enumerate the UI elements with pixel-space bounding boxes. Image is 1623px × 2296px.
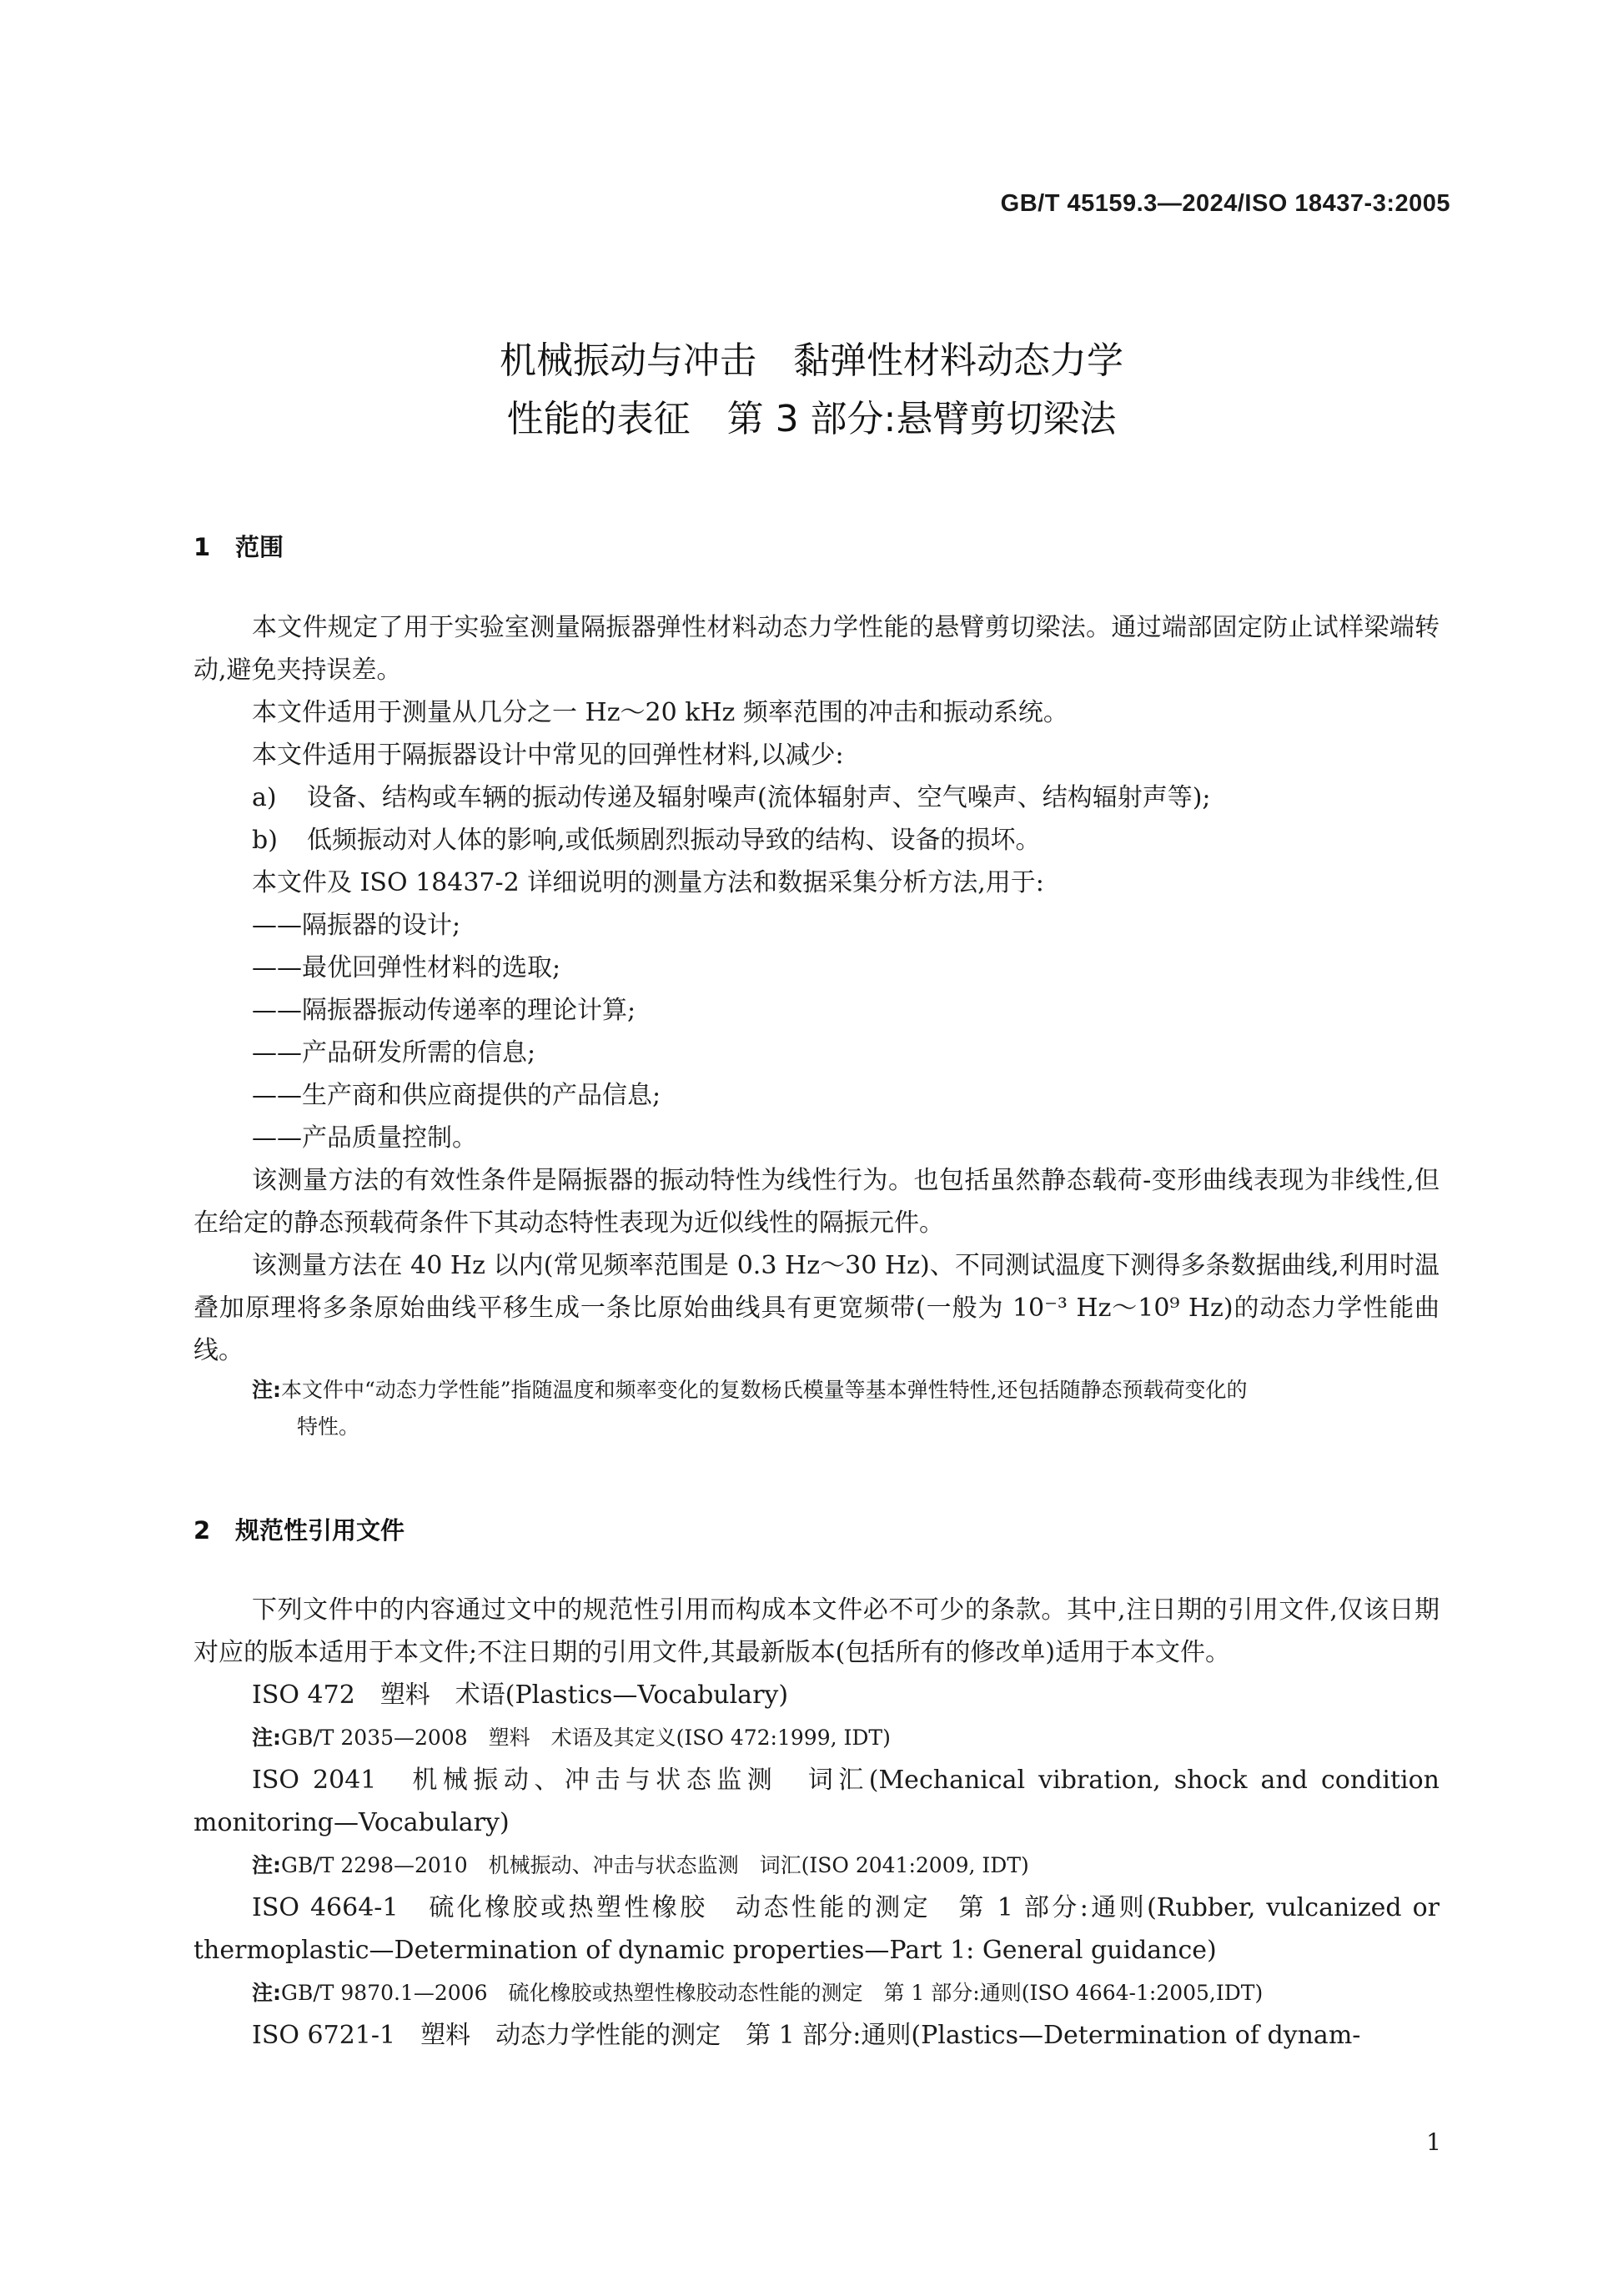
note-text: GB/T 2035—2008 塑料 术语及其定义(ISO 472:1999, IDT) <box>281 1726 891 1750</box>
list-item-text: 设备、结构或车辆的振动传递及辐射噪声(流体辐射声、空气噪声、结构辐射声等); <box>307 783 1211 812</box>
paragraph: 该测量方法在 40 Hz 以内(常见频率范围是 0.3 Hz～30 Hz)、不同测试温度下测得多条数据曲线,利用时温叠加原理将多条原始曲线平移生成一条比原始曲线具有更宽频带(一般为 10⁻³ Hz～10⁹ Hz)的动态力学性能曲线。 <box>193 1251 1440 1365</box>
paragraph: 该测量方法的有效性条件是隔振器的振动特性为线性行为。也包括虽然静态载荷-变形曲线表现为非线性,但在给定的静态预载荷条件下其动态特性表现为近似线性的隔振元件。 <box>193 1166 1440 1238</box>
reference-note <box>193 1972 1440 2014</box>
section-2-heading <box>193 1512 404 1546</box>
paragraph: 下列文件中的内容通过文中的规范性引用而构成本文件必不可少的条款。其中,注日期的引用文件,仅该日期对应的版本适用于本文件;不注日期的引用文件,其最新版本(包括所有的修改单)适用于本文件。 <box>193 1595 1440 1667</box>
note-label: 注: <box>252 1981 281 2005</box>
reference-entry: ISO 472 塑料 术语(Plastics—Vocabulary) <box>252 1681 789 1710</box>
title-line-1: 机械振动与冲击 黏弹性材料动态力学 <box>500 339 1123 382</box>
paragraph: 本文件规定了用于实验室测量隔振器弹性材料动态力学性能的悬臂剪切梁法。通过端部固定防止试样梁端转动,避免夹持误差。 <box>193 613 1440 685</box>
section-1-body <box>193 606 1440 1445</box>
reference-note <box>193 1844 1440 1887</box>
dash-list-item: ——隔振器振动传递率的理论计算; <box>252 996 636 1025</box>
reference-entry: ISO 6721-1 塑料 动态力学性能的测定 第 1 部分:通则(Plastics—Determination of dynam- <box>252 2021 1361 2050</box>
reference-entry: ISO 2041 机械振动、冲击与状态监测 词汇(Mechanical vibration, shock and condition monitoring—Vocabulary) <box>193 1766 1440 1837</box>
reference-note <box>193 1716 1440 1759</box>
page-number: 1 <box>1426 2128 1441 2156</box>
list-item <box>193 776 1440 819</box>
dash-list-item: ——产品研发所需的信息; <box>252 1038 536 1068</box>
section-1-heading <box>193 529 284 563</box>
list-item <box>193 819 1440 862</box>
dash-list-item: ——生产商和供应商提供的产品信息; <box>252 1081 661 1110</box>
list-item-label: a) <box>252 783 277 812</box>
dash-list-item: ——隔振器的设计; <box>252 911 461 940</box>
section-title: 范围 <box>235 533 284 561</box>
list-item-text: 低频振动对人体的影响,或低频剧烈振动导致的结构、设备的损坏。 <box>307 826 1041 855</box>
section-number: 2 <box>193 1516 211 1545</box>
standard-code: GB/T 45159.3—2024/ISO 18437-3:2005 <box>1000 190 1450 217</box>
list-item-label: b) <box>252 826 278 855</box>
note <box>193 1372 1440 1445</box>
note-text: GB/T 9870.1—2006 硫化橡胶或热塑性橡胶动态性能的测定 第 1 部分:通则(ISO 4664-1:2005,IDT) <box>281 1981 1264 2005</box>
note-label: 注: <box>252 1726 281 1750</box>
dash-list-item: ——最优回弹性材料的选取; <box>252 953 561 982</box>
note-text-continued: 特性。 <box>297 1414 360 1439</box>
note-text: 本文件中“动态力学性能”指随温度和频率变化的复数杨氏模量等基本弹性特性,还包括随静态预载荷变化的 <box>281 1378 1248 1402</box>
note-text: GB/T 2298—2010 机械振动、冲击与状态监测 词汇(ISO 2041:2009, IDT) <box>281 1853 1029 1877</box>
section-title: 规范性引用文件 <box>235 1516 405 1545</box>
section-2-body <box>193 1589 1440 2057</box>
paragraph: 本文件适用于隔振器设计中常见的回弹性材料,以减少: <box>252 741 844 770</box>
paragraph: 本文件适用于测量从几分之一 Hz～20 kHz 频率范围的冲击和振动系统。 <box>252 698 1068 727</box>
paragraph: 本文件及 ISO 18437-2 详细说明的测量方法和数据采集分析方法,用于: <box>252 868 1044 897</box>
reference-entry: ISO 4664-1 硫化橡胶或热塑性橡胶 动态性能的测定 第 1 部分:通则(Rubber, vulcanized or thermoplastic—Determination of dynamic properties—Part 1: General guidance) <box>193 1893 1440 1965</box>
section-number: 1 <box>193 533 211 561</box>
note-label: 注: <box>252 1853 281 1877</box>
title-line-2: 性能的表征 第 3 部分:悬臂剪切梁法 <box>506 398 1117 440</box>
note-label: 注: <box>252 1378 281 1402</box>
dash-list-item: ——产品质量控制。 <box>252 1123 477 1153</box>
document-title <box>0 332 1623 449</box>
